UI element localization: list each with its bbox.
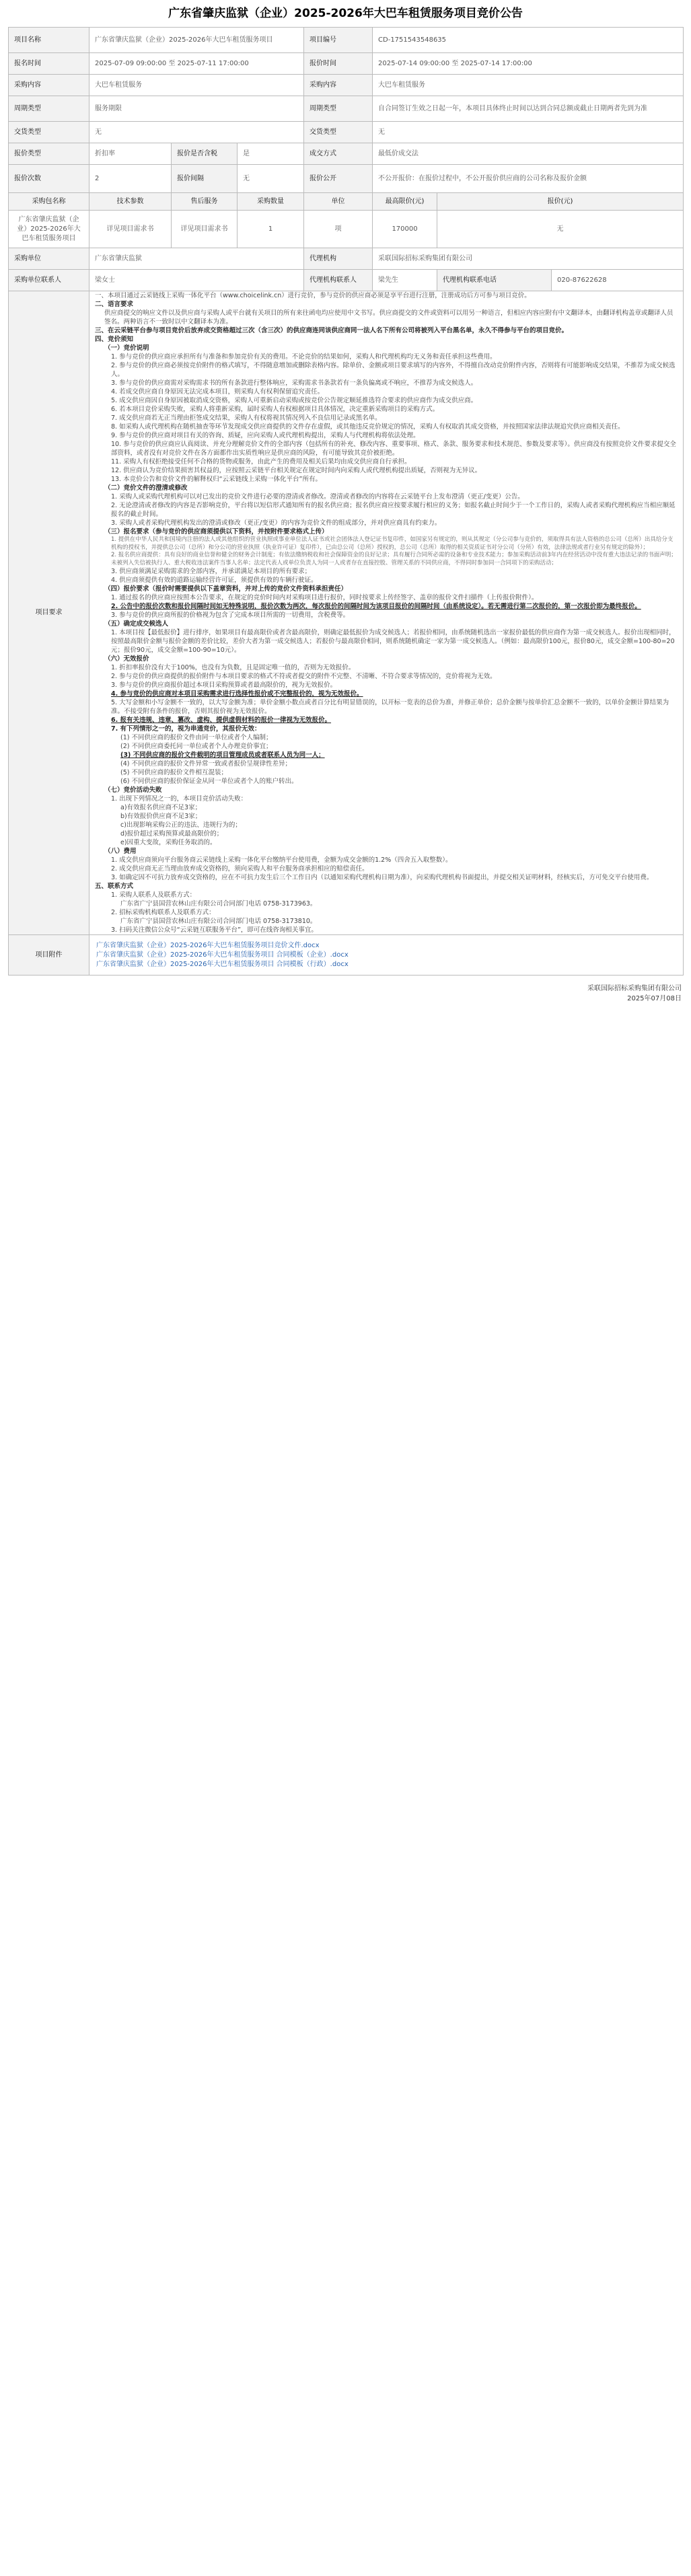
req-subheading: （七）竞价活动失败 [104, 786, 162, 794]
label-quote-time: 报价时间 [304, 53, 373, 75]
quote-count: 2 [89, 165, 172, 193]
purchase-content: 大巴车租赁服务 [89, 75, 304, 96]
attachment-link[interactable]: 广东省肇庆监狱（企业）2025-2026年大巴车租赁服务项目 合同模板（企业）.docx [96, 951, 349, 959]
req-line: e)因重大变故，采购任务取消的。 [120, 839, 217, 846]
req-subheading: （四）报价要求（报价时需要提供以下盖章资料，并对上传的竞价文件资料承担责任） [104, 585, 348, 593]
req-line: 1. 本项目按【最低报价】进行排序，如果项目有最高限价或者含最高限价，则确定最低报价为成交候选人；若报价相同，由系统随机选出一家报价最低的供应商作为第一成交候选人。报价出现相同时，按照最高限价金额与报价金额的差价比较，差价大者为第一成交候选人；若报价与最高限价相同，则系统随机确定一家为第一成交候选人。（例如：最高限价100元，报价80元，成交金额=100-80=20元；报价90元，成交金额=100-90=10元）。 [111, 629, 676, 654]
label-buyer-contact: 采购单位联系人 [9, 270, 89, 291]
items-header-row [9, 193, 684, 211]
req-line: (1) 不同供应商的报价文件由同一单位或者个人编制； [120, 734, 272, 741]
req-line: 2. 公告中的报价次数和报价间隔时间如无特殊说明，报价次数为两次，每次报价的间隔时间为该项目报价的间隔时间（由系统设定）。若无需进行第二次报价的，第一次报价即为最终报价。 [111, 603, 641, 610]
req-line: (6) 不同供应商的报价保证金从同一单位或者个人的账户转出。 [120, 778, 298, 785]
item-tech: 详见项目需求书 [89, 211, 172, 248]
req-line: a)有效报名供应商不足3家； [120, 804, 202, 811]
item-package: 广东省肇庆监狱（企业）2025-2026年大巴车租赁服务项目 [9, 211, 89, 248]
req-line: 7. 有下列情形之一的，视为串通竞价，其报价无效： [111, 725, 261, 733]
req-line: 广东省广宁县国营农林山庄有限公司合同部门电话 0758-3173810。 [120, 918, 317, 925]
req-line: 2. 无论澄清或者修改的内容是否影响竞价，平台将以短信形式通知所有的报名供应商；报名供应商应按要求履行相应的义务；如报名截止时间少于一个工作日的，采购人或者采购代理机构应当相应顺延报名的截止时间。 [111, 502, 676, 518]
req-line: 3. 采购人或者采购代理机构发出的澄清或修改（更正/变更）的内容为竞价文件的组成部分，并对供应商具有约束力。 [111, 519, 441, 527]
label-tax-included: 报价是否含税 [172, 143, 238, 165]
req-heading: 二、语言要求 [95, 301, 134, 308]
req-line: 2. 参与竞价的供应商提供的报价附件与本项目要求的格式不符或者提交的附件不完整、不清晰、不符合要求等情况的，竞价将视为无效。 [111, 673, 497, 680]
req-line: 3. 参与竞价的供应商所报的价格视为包含了完成本项目所需的一切费用，含税费等。 [111, 612, 350, 619]
register-time: 2025-07-09 09:00:00 至 2025-07-11 17:00:00 [89, 53, 304, 75]
req-line: 2. 参与竞价的供应商必须按竞价附件的格式填写，不得随意增加或删除表格内容。除单价、金额或项目要求填写的内容外，不得擅自改动竞价附件内容，否则将有可能影响成交结果，不推荐为成交候选人。 [111, 362, 676, 378]
footer [587, 982, 682, 1002]
req-subheading: （三）报名要求（参与竞价的供应商须提供以下资料，并按附件要求格式上传） [104, 528, 328, 536]
label-requirements: 项目要求 [9, 291, 89, 935]
attachment-link[interactable]: 广东省肇庆监狱（企业）2025-2026年大巴车租赁服务项目竞价文件.docx [96, 941, 320, 949]
label-delivery-type: 交货类型 [9, 122, 89, 143]
req-line: 8. 如采购人或代理机构在随机抽查等环节发现成交供应商提供的文件存在虚假，或其他违反竞价规定的情况，采购人有权取消其成交资格，并按照国家法律法规追究供应商相关责任。 [111, 423, 624, 431]
req-subheading: （五）确定成交候选人 [104, 620, 169, 628]
req-line: 4. 若成交供应商自身原因无法完成本项目，则采购人有权利保留追究责任。 [111, 388, 324, 396]
purchase-content-2: 大巴车租赁服务 [373, 75, 684, 96]
req-line: 1. 采购人联系人及联系方式： [111, 891, 196, 899]
req-subheading: （一）竞价说明 [104, 344, 149, 352]
notice-table [8, 27, 684, 976]
req-line: b)有效报价供应商不足3家； [120, 813, 202, 820]
label-quote-type: 报价类型 [9, 143, 89, 165]
req-line: 10. 参与竞价的供应商应认真阅读、并充分理解竞价文件的全部内容（包括所有的补充、修改内容、重要事项、格式、条款、服务要求和技术规范、参数及要求等）。供应商没有按照竞价文件要求提交全部资料，或者没有对竞价文件在各方面都作出实质性响应是供应商的风险，有可能导致其竞价被拒绝。 [111, 441, 676, 457]
req-line: 3. 参与竞价的供应商需对采购需求书的所有条款进行整体响应，采购需求书条款若有一条负偏离或不响应，不推荐为成交候选人。 [111, 379, 478, 387]
req-line: 6. 若本项目竞价采购失败，采购人将重新采购，届时采购人有权根据项目具体情况，决定重新采购项目的采购方式。 [111, 406, 439, 413]
label-cycle-type: 周期类型 [9, 96, 89, 122]
req-line: 4. 参与竞价的供应商对本项目采购需求进行选择性报价或不完整报价的，视为无效报价。 [111, 690, 363, 698]
quote-time: 2025-07-14 09:00:00 至 2025-07-14 17:00:00 [373, 53, 684, 75]
req-line: (5) 不同供应商的报价文件相互混装； [120, 769, 227, 776]
col-max-price: 最高限价(元) [373, 193, 437, 211]
label-purchase-content: 采购内容 [9, 75, 89, 96]
project-name: 广东省肇庆监狱（企业）2025-2026年大巴车租赁服务项目 [89, 28, 304, 53]
req-subheading: （二）竞价文件的澄清或修改 [104, 484, 188, 492]
label-quote-interval: 报价间隔 [172, 165, 238, 193]
label-buyer: 采购单位 [9, 248, 89, 270]
req-subheading: （八）费用 [104, 848, 137, 855]
req-line: 1. 提供在中华人民共和国境内注册的法人或其他组织的营业执照或事业单位法人证书或社会团体法人登记证书复印件，如国家另有规定的，则从其规定（分公司参与竞价的，须取得具有法人资格的总公司（总所）出具给分支机构的授权书，并提供总公司（总所）和分公司的营业执照（执业许可证）复印件），已由总公司（总所）授权的，总公司（总所）取得的相关资质证书对分公司（分所）有效，法律法规或者行业另有规定的除外）； [111, 536, 674, 551]
attachment-link[interactable]: 广东省肇庆监狱（企业）2025-2026年大巴车租赁服务项目 合同模板（行政）.docx [96, 960, 349, 968]
req-line: 13. 本竞价公告和竞价文件的解释权归“云采链线上采购一体化平台”所有。 [111, 476, 322, 483]
agency-phone: 020-87622628 [552, 270, 684, 291]
req-line: 5. 大写金额和小写金额不一致的，以大写金额为准；单价金额小数点或者百分比有明显错误的，以开标一览表的总价为准，并修正单价；总价金额与按单价汇总金额不一致的，以单价金额计算结果为准。不接受附有条件的报价，否则其报价视为无效报价。 [111, 699, 669, 715]
req-line: 11. 采购人有权拒绝接受任何不合格的货物或服务，由此产生的费用及相关后果均由成交供应商自行承担。 [111, 458, 411, 466]
req-line: 3. 参与竞价的供应商报价超过本项目采购预算或者最高限价的，视为无效报价。 [111, 682, 337, 689]
label-purchase-content-2: 采购内容 [304, 75, 373, 96]
col-tech: 技术参数 [89, 193, 172, 211]
req-line: 12. 供应商认为竞价结果损害其权益的，应按照云采链平台相关规定在规定时间内向采购人或代理机构提出质疑，否则视为无异议。 [111, 467, 482, 474]
col-quantity: 采购数量 [238, 193, 304, 211]
req-line: 4. 供应商须提供有效的道路运输经营许可证，须提供有效的车辆行驶证。 [111, 577, 318, 584]
req-line: 6. 报有关违规、违章、篡改、虚构、提供虚假材料的报价一律视为无效报价。 [111, 716, 332, 724]
label-delivery-type-2: 交货类型 [304, 122, 373, 143]
buyer: 广东省肇庆监狱 [89, 248, 304, 270]
label-quote-public: 报价公开 [304, 165, 373, 193]
label-project-code: 项目编号 [304, 28, 373, 53]
req-line: 3. 扫码关注微信公众号“云采链互联服务平台”，即可在线咨询相关事宜。 [111, 926, 318, 934]
footer-date: 2025年07月08日 [627, 995, 682, 1002]
req-line: (2) 不同供应商委托同一单位或者个人办理竞价事宜； [120, 743, 272, 750]
req-line: 2. 报名供应商提供：具有良好的商业信誉和健全的财务会计制度；有依法缴纳税收和社会保障资金的良好记录；具有履行合同所必需的设备和专业技术能力；参加采购活动前3年内在经营活动中没有重大违法记录的书面声明；未被列入失信被执行人、重大税收违法案件当事人名单；法定代表人或单位负责人为同一人或者存在直接控股、管理关系的不同供应商，不得同时参加同一合同项下的采购活动； [111, 552, 677, 566]
label-attachments: 项目附件 [9, 935, 89, 976]
deal-method: 最低价成交法 [373, 143, 684, 165]
req-line: (3) 不同供应商的报价文件载明的项目管理成员或者联系人员为同一人； [120, 751, 325, 759]
col-quote: 报价(元) [437, 193, 684, 211]
buyer-contact: 梁女士 [89, 270, 304, 291]
cycle-type-2: 自合同签订生效之日起一年，本项目具体终止时间以达到合同总额或截止日期两者先到为准 [373, 96, 684, 122]
cycle-type: 服务期限 [89, 96, 304, 122]
req-line: (4) 不同供应商的报价文件异常一致或者报价呈规律性差异； [120, 760, 291, 768]
col-unit: 单位 [304, 193, 373, 211]
page-title: 广东省肇庆监狱（企业）2025-2026年大巴车租赁服务项目竞价公告 [168, 7, 523, 20]
req-line: 2. 招标采购机构联系人及联系方式： [111, 909, 215, 916]
item-service: 详见项目需求书 [172, 211, 238, 248]
req-line: 1. 采购人或采购代理机构可以对已发出的竞价文件进行必要的澄清或者修改。澄清或者修改的内容将在云采链平台上发布澄清（更正/变更）公告。 [111, 493, 524, 501]
col-package: 采购包名称 [9, 193, 89, 211]
tax-included: 是 [238, 143, 304, 165]
quote-public: 不公开报价：在报价过程中，不公开报价供应商的公司名称及报价金额 [373, 165, 684, 193]
label-quote-count: 报价次数 [9, 165, 89, 193]
req-heading: 三、在云采链平台参与项目竞价后放弃成交资格超过三次（含三次）的供应商连同该供应商同一法人名下所有公司将被列入平台黑名单，永久不得参与平台的项目竞价。 [95, 327, 569, 334]
req-line: 一、本项目通过云采链线上采购一体化平台（www.choicelink.cn）进行竞价，参与竞价的供应商必须是享平台进行注册，注册成功后方可参与项目竞价。 [95, 292, 531, 299]
agency: 采联国际招标采购集团有限公司 [373, 248, 684, 270]
item-unit: 项 [304, 211, 373, 248]
req-line: 1. 通过报名的供应商应按照本公告要求，在规定的竞价时间内对采购项目进行报价，同时按要求上传经签字、盖章的报价文件扫描件（上传报价附件）。 [111, 594, 538, 601]
req-line: 1. 出现下列情况之一的，本项目竞价活动失败： [111, 795, 248, 803]
label-agency: 代理机构 [304, 248, 373, 270]
req-line: 3. 供应商须满足采购需求的全部内容，并承诺满足本项目的所有要求； [111, 568, 312, 575]
delivery-type-2: 无 [373, 122, 684, 143]
req-line: 2. 成交供应商无正当理由放弃成交资格的，须向采购人和平台服务商承担相应的赔偿责任。 [111, 865, 369, 873]
req-line: 1. 成交供应商须向平台服务商云采链线上采购一体化平台缴纳平台使用费，金额为成交金额的1.2%（四舍五入取整数）。 [111, 856, 452, 864]
requirements-content [89, 291, 684, 935]
req-heading: 五、联系方式 [95, 883, 134, 890]
label-agency-contact: 代理机构联系人 [304, 270, 373, 291]
req-line: 供应商提交的响应文件以及供应商与采购人或平台就有关项目的所有来往函电均应使用中文书写。供应商提交的文件或资料可以用另一种语言，但相应内容应附有中文翻译本，由翻译机构盖章或翻译人员签名。两种语言不一致时以中文翻译本为准。 [104, 309, 674, 326]
requirements-text [95, 291, 678, 934]
req-line: 7. 成交供应商若无正当理由拒签成交结果，采购人有权将视其情况列入不良信用记录或黑名单。 [111, 414, 381, 422]
req-line: 广东省广宁县国营农林山庄有限公司合同部门电话 0758-3173963。 [120, 900, 317, 908]
item-quote: 无 [437, 211, 684, 248]
delivery-type: 无 [89, 122, 304, 143]
req-line: 9. 参与竞价的供应商对项目有关的咨询、质疑，应向采购人或代理机构提出，采购人与代理机构将依法处理。 [111, 432, 420, 439]
label-agency-phone: 代理机构联系电话 [437, 270, 552, 291]
agency-contact: 梁先生 [373, 270, 437, 291]
table-row [9, 211, 684, 248]
label-register-time: 报名时间 [9, 53, 89, 75]
quote-type: 折扣率 [89, 143, 172, 165]
req-subheading: （六）无效报价 [104, 655, 149, 663]
req-line: 1. 参与竞价的供应商应承担所有与准备和参加竞价有关的费用。不论竞价的结果如何，采购人和代理机构均无义务和责任承担这些费用。 [111, 353, 497, 361]
label-cycle-type-2: 周期类型 [304, 96, 373, 122]
req-line: 3. 如确定因不可抗力放弃成交资格的，应在不可抗力发生后三个工作日内（以通知采购代理机构日期为准），向采购代理机构书面提出，并提交相关证明材料，经核实后，方可免交平台使用费。 [111, 874, 653, 881]
req-line: d)报价超过采购预算或最高限价的； [120, 830, 223, 838]
req-heading: 四、竞价须知 [95, 336, 134, 343]
footer-org: 采联国际招标采购集团有限公司 [587, 985, 682, 992]
item-quantity: 1 [238, 211, 304, 248]
quote-interval: 无 [238, 165, 304, 193]
req-line: 1. 折扣率报价没有大于100%，也没有为负数，且是固定唯一值的，否则为无效报价。 [111, 664, 355, 671]
req-line: c)出现影响采购公正的违法、违规行为的； [120, 821, 242, 829]
col-service: 售后服务 [172, 193, 238, 211]
attachments [89, 935, 684, 976]
label-project-name: 项目名称 [9, 28, 89, 53]
item-max-price: 170000 [373, 211, 437, 248]
label-deal-method: 成交方式 [304, 143, 373, 165]
req-line: 5. 成交供应商因自身原因被取消成交资格，采购人可重新启动采购或按竞价公告规定顺延推选符合要求的供应商作为成交供应商。 [111, 397, 478, 404]
project-code: CD-1751543548635 [373, 28, 684, 53]
